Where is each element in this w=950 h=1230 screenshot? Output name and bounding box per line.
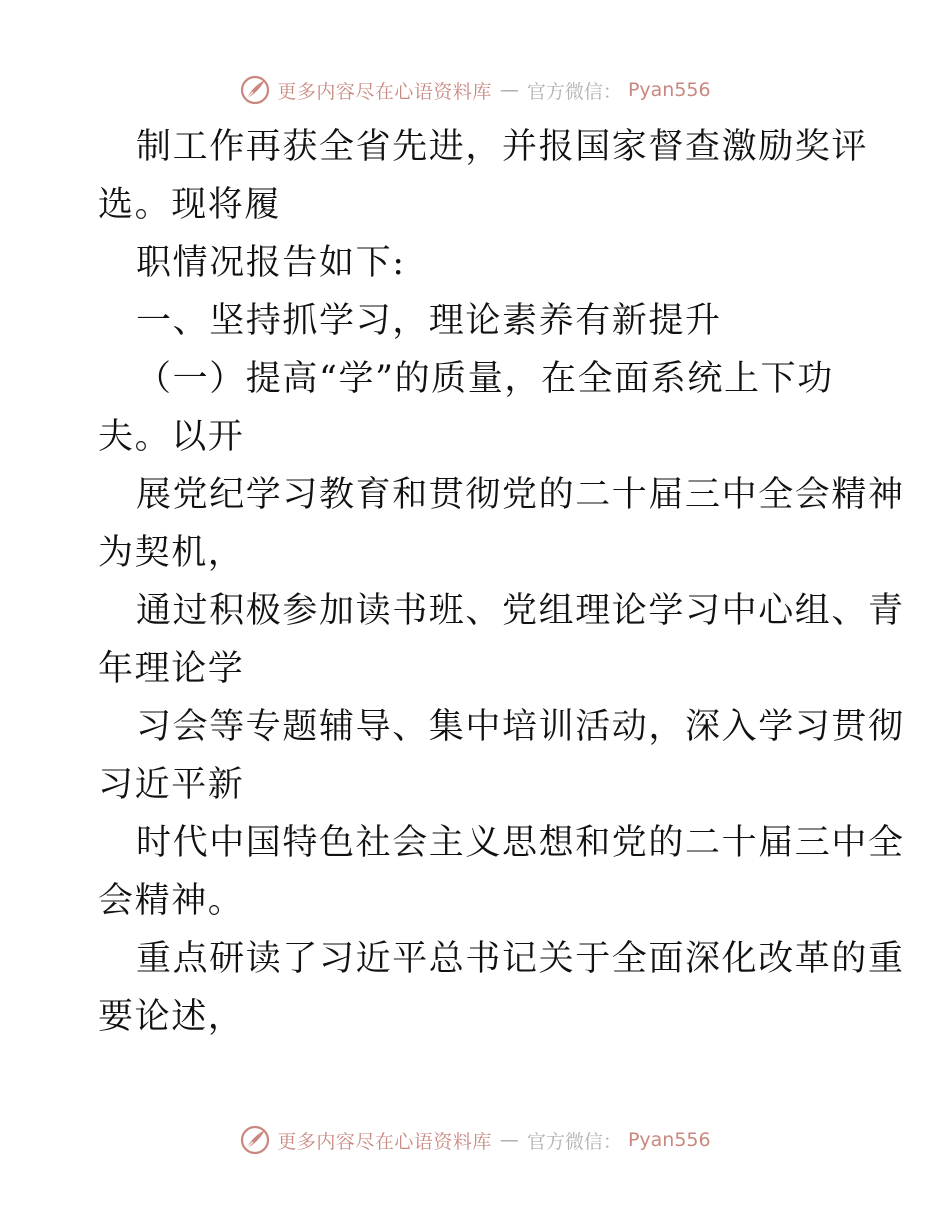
text-line: （一）提高“学”的质量，在全面系统上下功 (136, 359, 834, 399)
watermark-label: 官方微信： (526, 1130, 622, 1153)
text-line: 夫。以开 (98, 417, 245, 457)
watermark-header (0, 70, 950, 110)
text-line: 年理论学 (98, 649, 245, 689)
feather-logo-icon (239, 74, 271, 106)
text-line: 为契机， (98, 533, 245, 573)
text-line: 展党纪学习教育和贯彻党的二十届三中全会精神 (136, 475, 905, 515)
text-line: 制工作再获全省先进，并报国家督查激励奖评 (136, 127, 869, 167)
text-line: 会精神。 (98, 881, 245, 921)
watermark-separator: — (499, 79, 519, 101)
watermark-id: Pyan556 (627, 1129, 711, 1151)
watermark-text: 更多内容尽在心语资料库 (277, 80, 492, 103)
watermark-id: Pyan556 (627, 79, 711, 101)
text-line: 通过积极参加读书班、党组理论学习中心组、青 (136, 591, 905, 631)
text-line: 选。现将履 (98, 185, 282, 225)
text-line: 重点研读了习近平总书记关于全面深化改革的重 (136, 939, 905, 979)
watermark-label: 官方微信： (526, 80, 622, 103)
text-line: 习会等专题辅导、集中培训活动，深入学习贯彻 (136, 707, 905, 747)
watermark-separator: — (499, 1129, 519, 1151)
text-line: 时代中国特色社会主义思想和党的二十届三中全 (136, 823, 905, 863)
watermark-text: 更多内容尽在心语资料库 (277, 1130, 492, 1153)
text-line: 一、坚持抓学习，理论素养有新提升 (136, 301, 722, 341)
text-line: 职情况报告如下: (136, 243, 406, 283)
text-line: 习近平新 (98, 765, 245, 805)
text-line: 要论述， (98, 997, 245, 1037)
feather-logo-icon (239, 1124, 271, 1156)
document-body (98, 118, 905, 1046)
watermark-footer (0, 1120, 950, 1160)
